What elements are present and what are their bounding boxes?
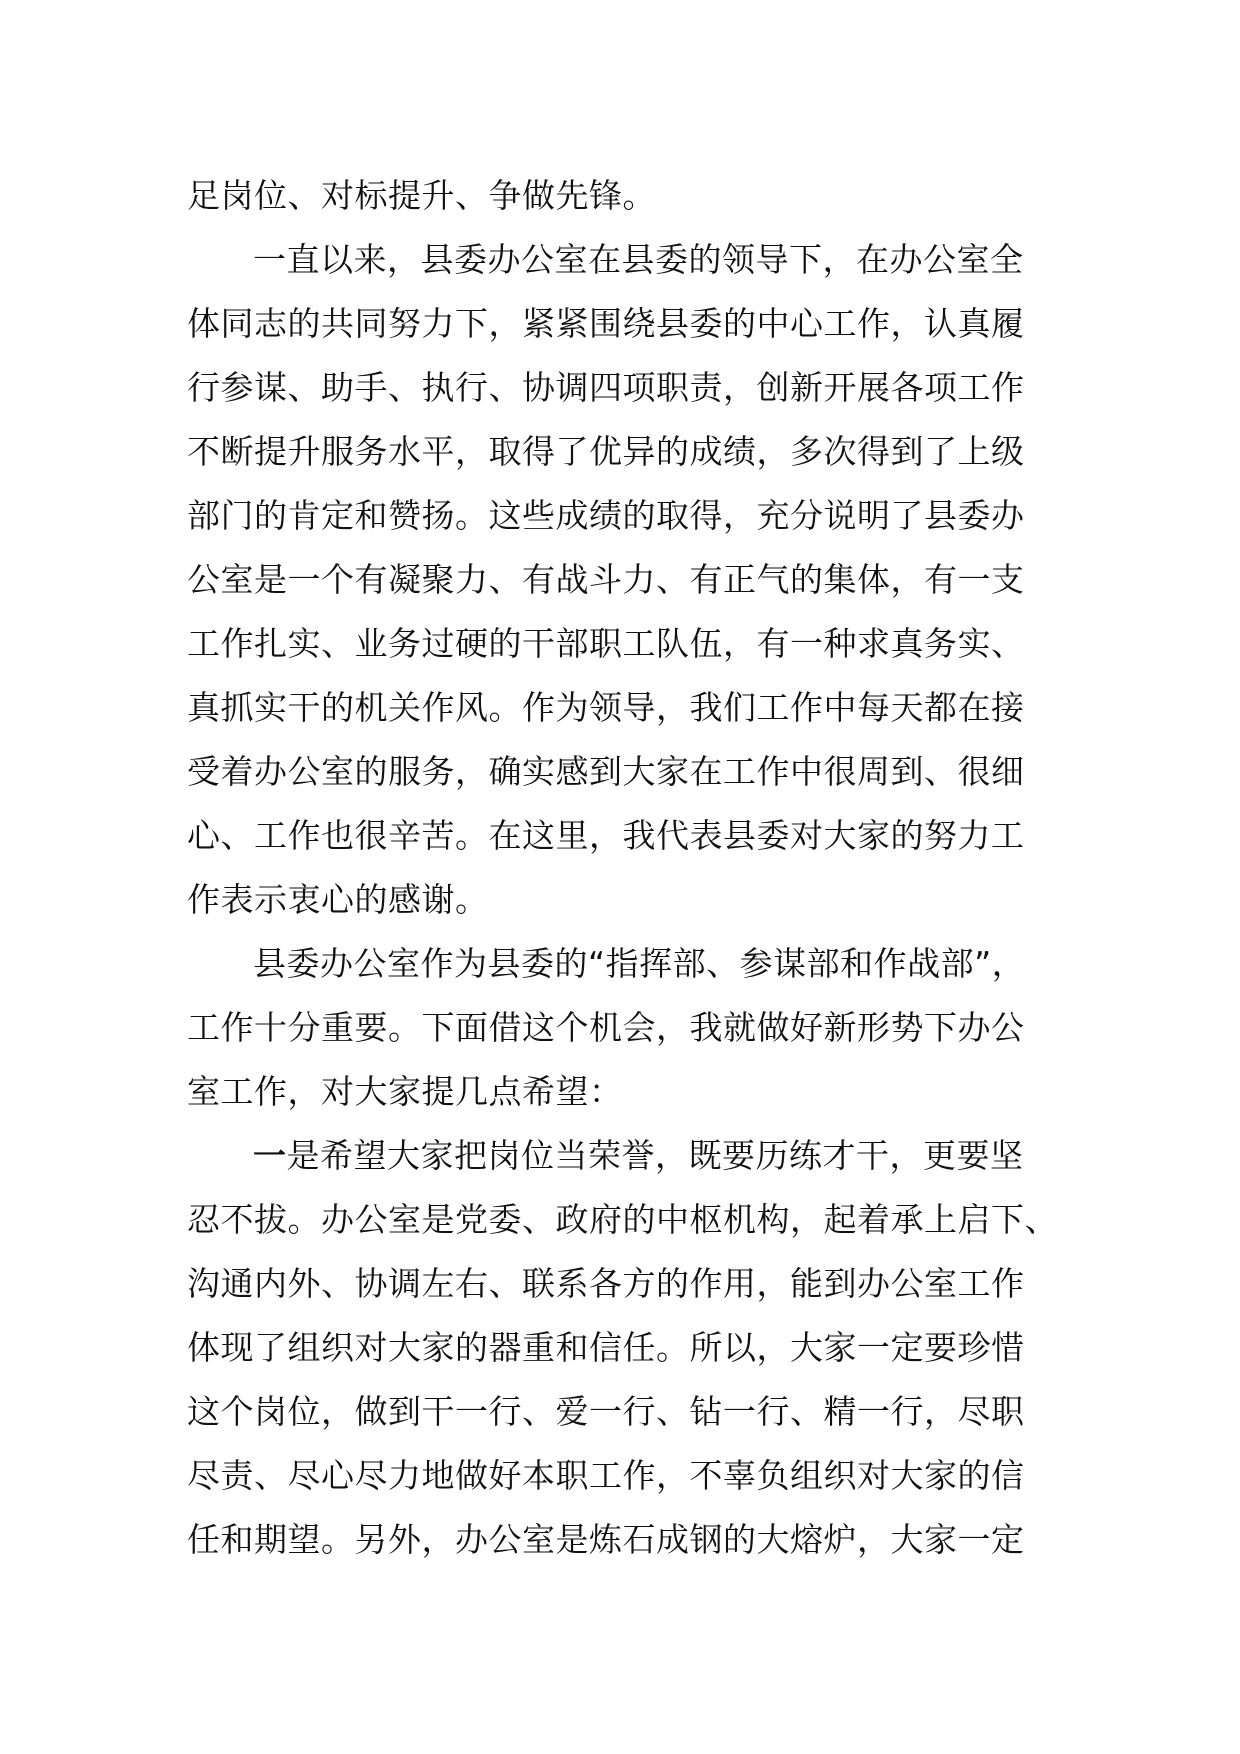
text-line: 尽责、尽心尽力地做好本职工作，不辜负组织对大家的信 [187,1456,1025,1495]
text-line: 足岗位、对标提升、争做先锋。 [187,176,656,215]
text-line: 工作扎实、业务过硬的干部职工队伍，有一种求真务实、 [187,624,1025,663]
text-line: 公室是一个有凝聚力、有战斗力、有正气的集体，有一支 [187,560,1025,599]
text-line: 受着办公室的服务，确实感到大家在工作中很周到、很细 [187,752,1025,791]
text-line: 行参谋、助手、执行、协调四项职责，创新开展各项工作 [187,368,1025,407]
text-line: 体现了组织对大家的器重和信任。所以，大家一定要珍惜 [187,1328,1025,1367]
text-line: 工作十分重要。下面借这个机会，我就做好新形势下办公 [187,1008,1025,1047]
paragraph-first-line: 县委办公室作为县委的“指挥部、参谋部和作战部”， [253,944,1026,983]
text-line-rest: 是希望大家把岗位当荣誉，既要历练才干，更要坚 [286,1136,1024,1175]
paragraph-first-line: 一直以来，县委办公室在县委的领导下，在办公室全 [253,240,1024,279]
text-line: 沟通内外、协调左右、联系各方的作用，能到办公室工作 [187,1264,1025,1303]
text-line: 室工作，对大家提几点希望： [187,1072,623,1111]
paragraph-first-line [253,1132,1133,1180]
bold-lead-char: 一 [253,1136,287,1175]
text-line: 真抓实干的机关作风。作为领导，我们工作中每天都在接 [187,688,1025,727]
text-line: 这个岗位，做到干一行、爱一行、钻一行、精一行，尽职 [187,1392,1025,1431]
text-line: 体同志的共同努力下，紧紧围绕县委的中心工作，认真履 [187,304,1025,343]
text-line: 心、工作也很辛苦。在这里，我代表县委对大家的努力工 [187,816,1025,855]
text-line: 不断提升服务水平，取得了优异的成绩，多次得到了上级 [187,432,1025,471]
text-line: 忍不拔。办公室是党委、政府的中枢机构，起着承上启下、 [187,1200,1058,1239]
text-line: 部门的肯定和赞扬。这些成绩的取得，充分说明了县委办 [187,496,1025,535]
text-line: 任和期望。另外，办公室是炼石成钢的大熔炉，大家一定 [187,1520,1025,1559]
text-line: 作表示衷心的感谢。 [187,880,489,919]
